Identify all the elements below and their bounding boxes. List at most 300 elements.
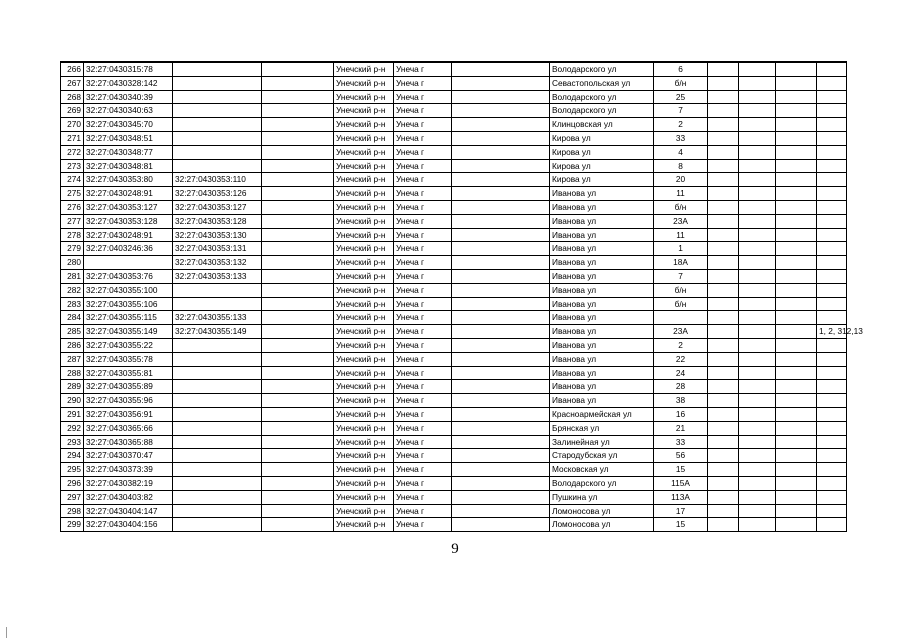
row-number-cell: 273 [61,159,84,173]
related-cadastral-number-cell [173,421,262,435]
related-cadastral-number-cell [173,145,262,159]
district-cell: Унечский р-н [334,380,394,394]
district-cell: Унечский р-н [334,145,394,159]
empty-col-12-cell [776,463,817,477]
empty-col-11-cell [739,76,776,90]
notes-cell [817,421,847,435]
empty-col-7-cell [452,435,550,449]
empty-col-4-cell [262,256,334,270]
empty-col-4-cell [262,228,334,242]
notes-cell [817,173,847,187]
street-cell: Володарского ул [550,62,654,76]
district-cell: Унечский р-н [334,131,394,145]
house-number-cell: 23А [654,325,708,339]
row-number-cell: 288 [61,366,84,380]
district-cell: Унечский р-н [334,118,394,132]
empty-col-11-cell [739,338,776,352]
empty-col-11-cell [739,476,776,490]
house-number-cell: 2 [654,338,708,352]
empty-col-10-cell [708,242,739,256]
house-number-cell: 113А [654,490,708,504]
empty-col-7-cell [452,463,550,477]
district-cell: Унечский р-н [334,311,394,325]
house-number-cell: 115А [654,476,708,490]
empty-col-7-cell [452,352,550,366]
row-number-cell: 279 [61,242,84,256]
related-cadastral-number-cell [173,380,262,394]
settlement-cell: Унеча г [394,407,452,421]
notes-cell [817,242,847,256]
notes-cell [817,159,847,173]
empty-col-11-cell [739,214,776,228]
settlement-cell: Унеча г [394,449,452,463]
empty-col-4-cell [262,490,334,504]
district-cell: Унечский р-н [334,62,394,76]
district-cell: Унечский р-н [334,504,394,518]
table-row [61,297,847,311]
empty-col-7-cell [452,518,550,532]
table-row [61,159,847,173]
street-cell: Иванова ул [550,297,654,311]
settlement-cell: Унеча г [394,311,452,325]
settlement-cell: Унеча г [394,269,452,283]
cadastral-number-cell: 32:27:0430340:39 [84,90,173,104]
table-row [61,421,847,435]
empty-col-12-cell [776,504,817,518]
empty-col-11-cell [739,380,776,394]
street-cell: Ломоносова ул [550,504,654,518]
empty-col-4-cell [262,131,334,145]
district-cell: Унечский р-н [334,200,394,214]
notes-cell [817,504,847,518]
cadastral-number-cell: 32:27:0430356:91 [84,407,173,421]
row-number-cell: 283 [61,297,84,311]
notes-cell [817,380,847,394]
register-table [60,61,863,532]
empty-col-4-cell [262,338,334,352]
related-cadastral-number-cell [173,490,262,504]
notes-cell [817,435,847,449]
notes-cell [817,256,847,270]
row-number-cell: 294 [61,449,84,463]
related-cadastral-number-cell [173,435,262,449]
row-number-cell: 268 [61,90,84,104]
empty-col-7-cell [452,214,550,228]
house-number-cell: 7 [654,104,708,118]
related-cadastral-number-cell [173,352,262,366]
cadastral-number-cell: 32:27:0430365:66 [84,421,173,435]
district-cell: Унечский р-н [334,366,394,380]
related-cadastral-number-cell [173,297,262,311]
street-cell: Иванова ул [550,269,654,283]
street-cell: Иванова ул [550,352,654,366]
settlement-cell: Унеча г [394,394,452,408]
empty-col-4-cell [262,504,334,518]
row-number-cell: 287 [61,352,84,366]
table-row [61,463,847,477]
table-row [61,187,847,201]
house-number-cell: 11 [654,187,708,201]
empty-col-7-cell [452,366,550,380]
row-number-cell: 272 [61,145,84,159]
district-cell: Унечский р-н [334,435,394,449]
empty-col-11-cell [739,159,776,173]
house-number-cell: б/н [654,283,708,297]
cadastral-number-cell: 32:27:0430355:100 [84,283,173,297]
empty-col-12-cell [776,90,817,104]
empty-col-12-cell [776,145,817,159]
related-cadastral-number-cell [173,104,262,118]
district-cell: Унечский р-н [334,490,394,504]
related-cadastral-number-cell [173,131,262,145]
related-cadastral-number-cell: 32:27:0430353:128 [173,214,262,228]
district-cell: Унечский р-н [334,325,394,339]
empty-col-4-cell [262,269,334,283]
row-number-cell: 276 [61,200,84,214]
empty-col-12-cell [776,283,817,297]
empty-col-10-cell [708,366,739,380]
street-cell: Кирова ул [550,145,654,159]
notes-cell [817,352,847,366]
table-row [61,214,847,228]
notes-cell [817,311,847,325]
cadastral-number-cell: 32:27:0430328:142 [84,76,173,90]
cadastral-number-cell [84,256,173,270]
row-number-cell: 290 [61,394,84,408]
empty-col-7-cell [452,90,550,104]
related-cadastral-number-cell [173,449,262,463]
table-row [61,352,847,366]
settlement-cell: Унеча г [394,256,452,270]
table-row [61,104,847,118]
empty-col-7-cell [452,297,550,311]
house-number-cell: 17 [654,504,708,518]
empty-col-4-cell [262,311,334,325]
district-cell: Унечский р-н [334,463,394,477]
table-row [61,407,847,421]
district-cell: Унечский р-н [334,449,394,463]
settlement-cell: Унеча г [394,421,452,435]
notes-cell [817,518,847,532]
district-cell: Унечский р-н [334,173,394,187]
empty-col-11-cell [739,366,776,380]
empty-col-10-cell [708,463,739,477]
cadastral-number-cell: 32:27:0430355:96 [84,394,173,408]
settlement-cell: Унеча г [394,131,452,145]
empty-col-4-cell [262,90,334,104]
row-number-cell: 285 [61,325,84,339]
district-cell: Унечский р-н [334,90,394,104]
notes-cell [817,476,847,490]
street-cell: Иванова ул [550,338,654,352]
table-row [61,118,847,132]
empty-col-7-cell [452,62,550,76]
table-row [61,145,847,159]
empty-col-10-cell [708,352,739,366]
row-number-cell: 297 [61,490,84,504]
street-cell: Иванова ул [550,187,654,201]
cadastral-number-cell: 32:27:0430348:81 [84,159,173,173]
related-cadastral-number-cell [173,366,262,380]
settlement-cell: Унеча г [394,366,452,380]
street-cell: Иванова ул [550,200,654,214]
cadastral-number-cell: 32:27:0430315:78 [84,62,173,76]
empty-col-7-cell [452,407,550,421]
empty-col-7-cell [452,76,550,90]
empty-col-12-cell [776,407,817,421]
row-number-cell: 284 [61,311,84,325]
row-number-cell: 271 [61,131,84,145]
table-row [61,269,847,283]
empty-col-7-cell [452,242,550,256]
district-cell: Унечский р-н [334,104,394,118]
notes-cell [817,90,847,104]
settlement-cell: Унеча г [394,145,452,159]
empty-col-10-cell [708,118,739,132]
settlement-cell: Унеча г [394,380,452,394]
empty-col-10-cell [708,145,739,159]
notes-cell [817,228,847,242]
cadastral-number-cell: 32:27:0430353:128 [84,214,173,228]
district-cell: Унечский р-н [334,228,394,242]
empty-col-11-cell [739,228,776,242]
notes-cell [817,214,847,228]
cadastral-number-cell: 32:27:0430404:147 [84,504,173,518]
empty-col-11-cell [739,297,776,311]
empty-col-11-cell [739,352,776,366]
empty-col-11-cell [739,394,776,408]
notes-cell [817,407,847,421]
house-number-cell: 15 [654,463,708,477]
settlement-cell: Унеча г [394,242,452,256]
empty-col-12-cell [776,159,817,173]
row-number-cell: 267 [61,76,84,90]
table-row [61,449,847,463]
empty-col-11-cell [739,283,776,297]
empty-col-4-cell [262,242,334,256]
table-row [61,256,847,270]
empty-col-10-cell [708,187,739,201]
empty-col-10-cell [708,380,739,394]
empty-col-4-cell [262,421,334,435]
table-row [61,325,847,339]
street-cell: Иванова ул [550,283,654,297]
house-number-cell: 8 [654,159,708,173]
house-number-cell: 24 [654,366,708,380]
empty-col-10-cell [708,518,739,532]
empty-col-7-cell [452,131,550,145]
table-row [61,62,847,76]
cadastral-number-cell: 32:27:0430355:149 [84,325,173,339]
table-row [61,242,847,256]
empty-col-11-cell [739,256,776,270]
street-cell: Московская ул [550,463,654,477]
empty-col-10-cell [708,90,739,104]
district-cell: Унечский р-н [334,256,394,270]
cadastral-number-cell: 32:27:0430365:88 [84,435,173,449]
district-cell: Унечский р-н [334,76,394,90]
cadastral-number-cell: 32:27:0430355:115 [84,311,173,325]
house-number-cell: 23А [654,214,708,228]
cadastral-number-cell: 32:27:0430348:51 [84,131,173,145]
table-row [61,490,847,504]
empty-col-7-cell [452,421,550,435]
empty-col-4-cell [262,145,334,159]
empty-col-11-cell [739,131,776,145]
empty-col-10-cell [708,490,739,504]
street-cell: Иванова ул [550,366,654,380]
empty-col-10-cell [708,283,739,297]
related-cadastral-number-cell: 32:27:0430353:126 [173,187,262,201]
settlement-cell: Унеча г [394,200,452,214]
empty-col-10-cell [708,131,739,145]
empty-col-4-cell [262,173,334,187]
empty-col-12-cell [776,311,817,325]
table-row [61,76,847,90]
notes-cell [817,297,847,311]
empty-col-11-cell [739,62,776,76]
table-row [61,380,847,394]
settlement-cell: Унеча г [394,173,452,187]
empty-col-7-cell [452,380,550,394]
related-cadastral-number-cell [173,62,262,76]
empty-col-12-cell [776,214,817,228]
empty-col-12-cell [776,366,817,380]
street-cell: Стародубская ул [550,449,654,463]
related-cadastral-number-cell [173,90,262,104]
related-cadastral-number-cell: 32:27:0430353:133 [173,269,262,283]
empty-col-11-cell [739,200,776,214]
district-cell: Унечский р-н [334,407,394,421]
row-number-cell: 280 [61,256,84,270]
settlement-cell: Унеча г [394,463,452,477]
empty-col-11-cell [739,407,776,421]
empty-col-12-cell [776,490,817,504]
settlement-cell: Унеча г [394,476,452,490]
street-cell: Володарского ул [550,90,654,104]
table-row [61,435,847,449]
empty-col-7-cell [452,256,550,270]
empty-col-10-cell [708,104,739,118]
related-cadastral-number-cell: 32:27:0430355:133 [173,311,262,325]
empty-col-4-cell [262,463,334,477]
empty-col-10-cell [708,504,739,518]
cadastral-number-cell: 32:27:0430353:127 [84,200,173,214]
empty-col-4-cell [262,200,334,214]
cadastral-number-cell: 32:27:0430355:81 [84,366,173,380]
empty-col-10-cell [708,256,739,270]
empty-col-10-cell [708,421,739,435]
empty-col-7-cell [452,118,550,132]
empty-col-4-cell [262,214,334,228]
empty-col-12-cell [776,352,817,366]
empty-col-10-cell [708,407,739,421]
house-number-cell: 7 [654,269,708,283]
row-number-cell: 270 [61,118,84,132]
street-cell: Брянская ул [550,421,654,435]
empty-col-12-cell [776,200,817,214]
related-cadastral-number-cell: 32:27:0430353:130 [173,228,262,242]
empty-col-7-cell [452,283,550,297]
table-row [61,200,847,214]
street-cell: Севастопольская ул [550,76,654,90]
settlement-cell: Унеча г [394,338,452,352]
empty-col-7-cell [452,269,550,283]
empty-col-11-cell [739,435,776,449]
empty-col-12-cell [776,76,817,90]
related-cadastral-number-cell [173,407,262,421]
empty-col-12-cell [776,187,817,201]
settlement-cell: Унеча г [394,118,452,132]
street-cell: Кирова ул [550,159,654,173]
related-cadastral-number-cell [173,76,262,90]
cadastral-number-cell: 32:27:0430382:19 [84,476,173,490]
settlement-cell: Унеча г [394,104,452,118]
empty-col-7-cell [452,104,550,118]
notes-cell [817,269,847,283]
house-number-cell: 22 [654,352,708,366]
district-cell: Унечский р-н [334,338,394,352]
empty-col-11-cell [739,518,776,532]
empty-col-12-cell [776,394,817,408]
related-cadastral-number-cell [173,518,262,532]
empty-col-10-cell [708,200,739,214]
house-number-cell: б/н [654,200,708,214]
street-cell: Клинцовская ул [550,118,654,132]
cadastral-number-cell: 32:27:0430403:82 [84,490,173,504]
empty-col-4-cell [262,394,334,408]
district-cell: Унечский р-н [334,242,394,256]
notes-cell [817,449,847,463]
street-cell: Иванова ул [550,380,654,394]
row-number-cell: 269 [61,104,84,118]
empty-col-10-cell [708,214,739,228]
settlement-cell: Унеча г [394,214,452,228]
empty-col-4-cell [262,297,334,311]
row-number-cell: 289 [61,380,84,394]
district-cell: Унечский р-н [334,269,394,283]
empty-col-12-cell [776,435,817,449]
empty-col-12-cell [776,256,817,270]
empty-col-11-cell [739,104,776,118]
street-cell: Ломоносова ул [550,518,654,532]
house-number-cell: б/н [654,297,708,311]
empty-col-10-cell [708,394,739,408]
related-cadastral-number-cell [173,283,262,297]
empty-col-4-cell [262,366,334,380]
empty-col-12-cell [776,380,817,394]
empty-col-7-cell [452,145,550,159]
empty-col-10-cell [708,338,739,352]
table-row [61,338,847,352]
notes-cell: 1, 2, 312,13 [817,325,847,339]
district-cell: Унечский р-н [334,352,394,366]
empty-col-7-cell [452,311,550,325]
related-cadastral-number-cell [173,476,262,490]
empty-col-7-cell [452,228,550,242]
street-cell: Залинейная ул [550,435,654,449]
row-number-cell: 293 [61,435,84,449]
district-cell: Унечский р-н [334,283,394,297]
notes-cell [817,76,847,90]
street-cell: Иванова ул [550,214,654,228]
related-cadastral-number-cell: 32:27:0430353:127 [173,200,262,214]
related-cadastral-number-cell: 32:27:0430355:149 [173,325,262,339]
row-number-cell: 275 [61,187,84,201]
cadastral-number-cell: 32:27:0430355:22 [84,338,173,352]
district-cell: Унечский р-н [334,518,394,532]
settlement-cell: Унеча г [394,187,452,201]
